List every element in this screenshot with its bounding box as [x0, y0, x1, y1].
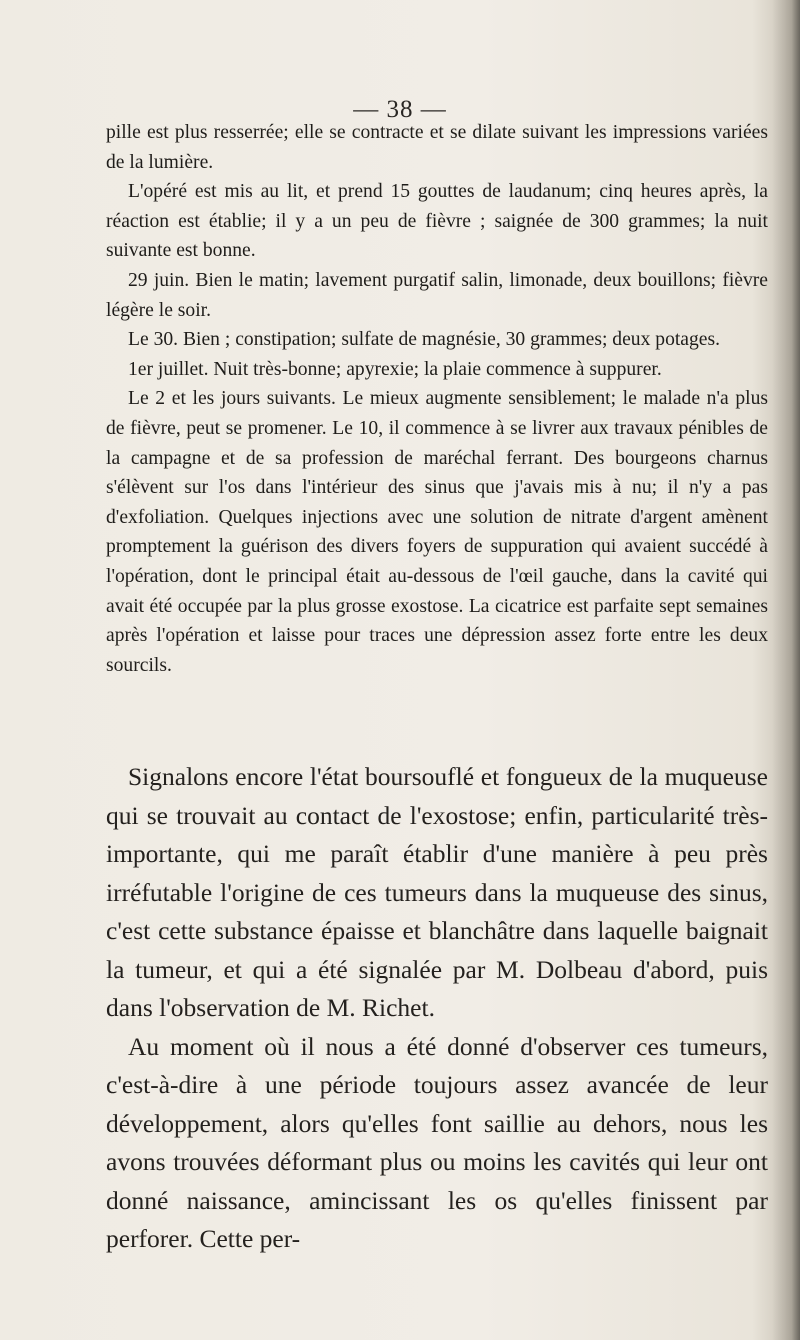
discussion-block: [106, 758, 768, 1259]
paragraph-july-1: 1er juillet. Nuit très-bonne; apyrexie; la plaie commence à suppurer.: [128, 358, 662, 380]
page-edge-shadow: [772, 0, 800, 1340]
case-report-block: [106, 118, 768, 680]
paragraph-following-days: Le 2 et les jours suivants. Le mieux augmente sensiblement; le malade n'a plus de fièvre, peut se promener. Le 10, il commence à se livrer aux travaux pénibles de la campagne et de sa profession de maréchal ferrant. Des bourgeons charnus s'élèvent sur l'os dans l'intérieur des sinus que j'avais mis à nu; il n'y a pas d'exfoliation. Quelques injections avec une solution de nitrate d'argent amènent promptement la guérison des divers foyers de suppuration qui avaient succédé à l'opération, dont le principal était au-dessous de l'œil gauche, dans la cavité qui avait été occupée par la plus grosse exostose. La cicatrice est parfaite sept semaines après l'opération et laisse pour traces une dépression assez forte entre les deux sourcils.: [106, 388, 768, 676]
paragraph-operated: L'opéré est mis au lit, et prend 15 gouttes de laudanum; cinq heures après, la réaction est établie; il y a un peu de fièvre ; saignée de 300 grammes; la nuit suivante est bonne.: [106, 181, 768, 262]
paragraph-june-29: 29 juin. Bien le matin; lavement purgatif salin, limonade, deux bouillons; fièvre légère le soir.: [106, 269, 768, 321]
paragraph-pupil: pille est plus resserrée; elle se contracte et se dilate suivant les impressions variées de la lumière.: [106, 122, 768, 173]
page-number: — 38 —: [353, 96, 447, 123]
paragraph-au-moment: Au moment où il nous a été donné d'observer ces tumeurs, c'est-à-dire à une période toujours assez avancée de leur développement, alors qu'elles font saillie au dehors, nous les avons trouvées déformant plus ou moins les cavités qui leur ont donné naissance, amincissant les os qu'elles finissent par perforer. Cette per-: [106, 1031, 768, 1253]
paragraph-signalons: Signalons encore l'état boursouflé et fongueux de la muqueuse qui se trouvait au contact de l'exostose; enfin, particularité très-importante, qui me paraît établir d'une manière à peu près irréfutable l'origine de ces tumeurs dans la muqueuse des sinus, c'est cette substance épaisse et blanchâtre dans laquelle baignait la tumeur, et qui a été signalée par M. Dolbeau d'abord, puis dans l'observation de M. Richet.: [106, 762, 768, 1022]
paragraph-june-30: Le 30. Bien ; constipation; sulfate de magnésie, 30 grammes; deux potages.: [128, 329, 721, 351]
